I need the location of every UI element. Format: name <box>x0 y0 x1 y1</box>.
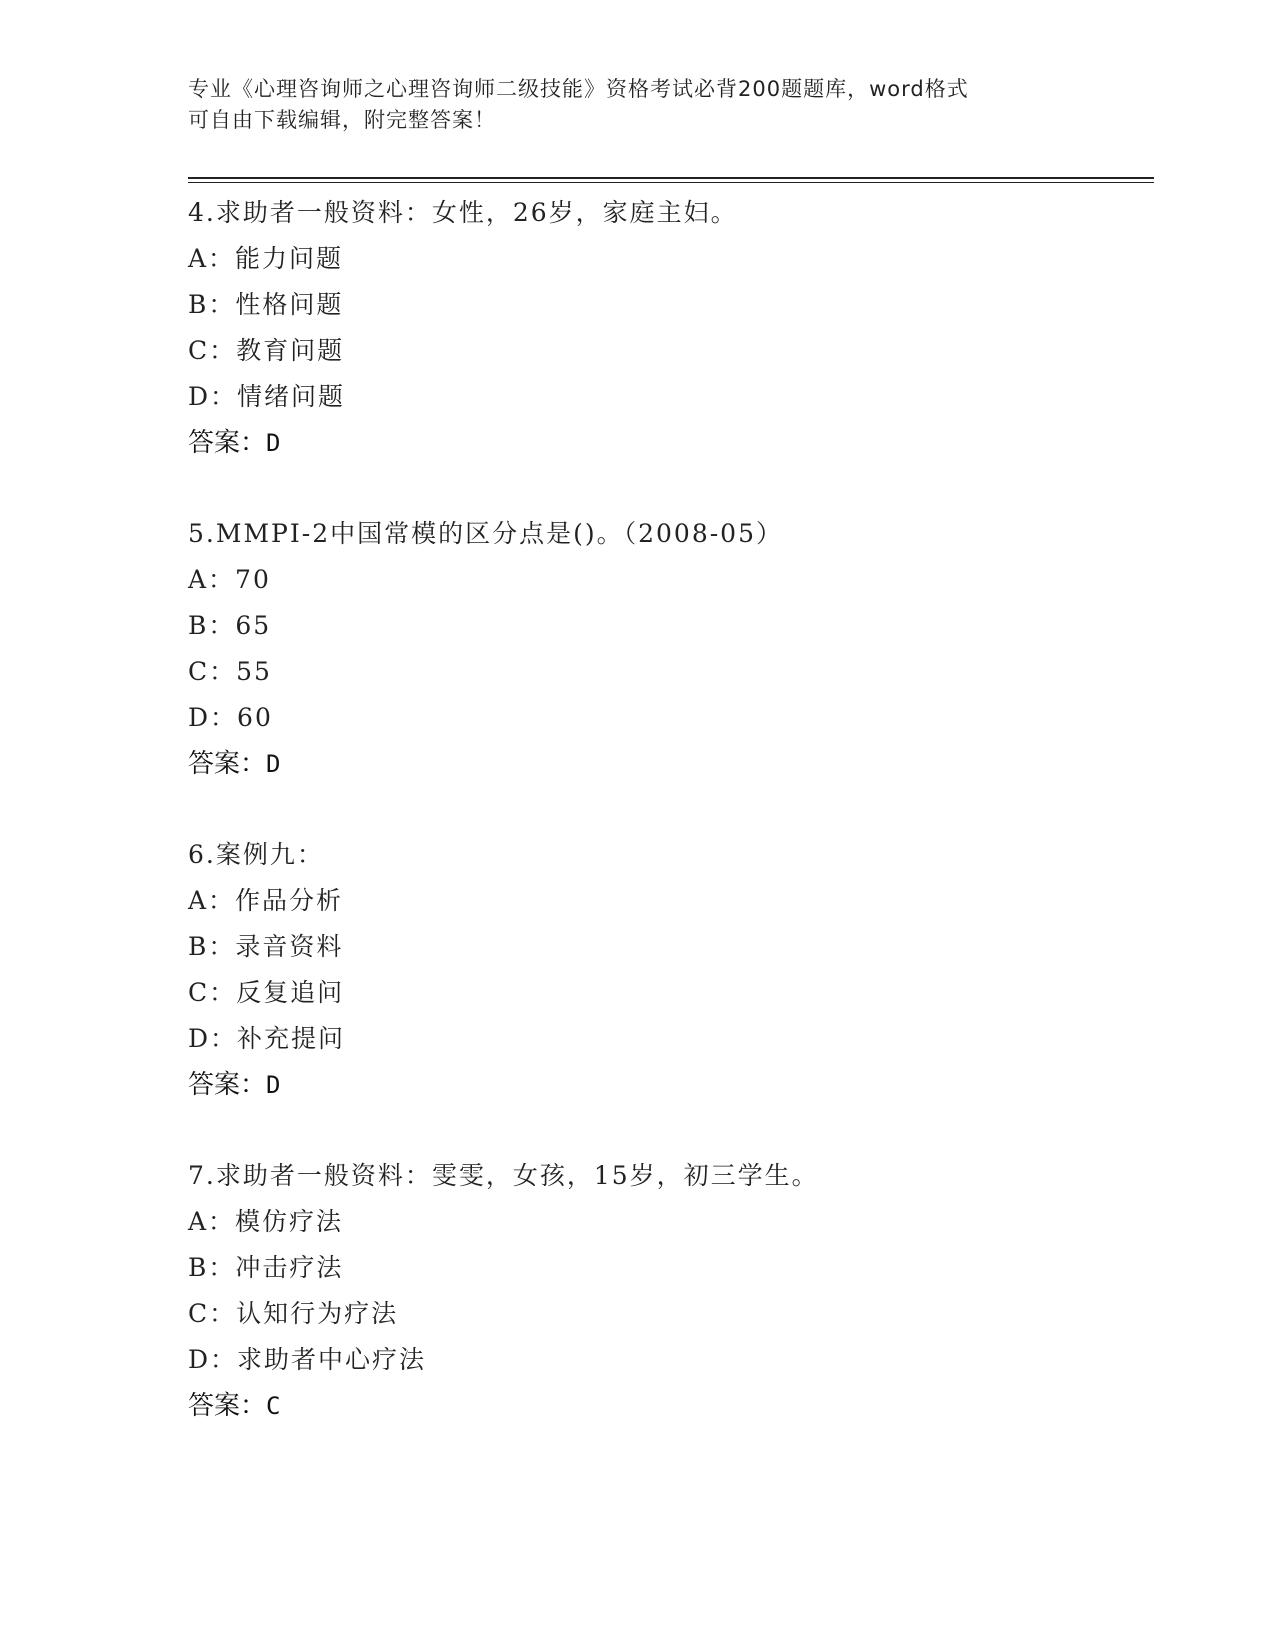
question-item <box>188 190 1154 466</box>
option-c: C：反复追问 <box>188 978 345 1007</box>
option-c: C：教育问题 <box>188 336 345 365</box>
option-c: C：55 <box>188 657 272 686</box>
header-divider-thin <box>188 182 1154 183</box>
question-spacer <box>188 466 1154 511</box>
answer-value: D <box>266 1071 281 1099</box>
answer-line <box>188 741 1154 787</box>
option-b: B：冲击疗法 <box>188 1253 344 1282</box>
question-stem: 4.求助者一般资料：女性，26岁，家庭主妇。 <box>188 198 738 227</box>
question-item <box>188 1153 1154 1429</box>
answer-label: 答案： <box>188 1391 267 1421</box>
option-d: D：补充提问 <box>188 1024 346 1053</box>
option-d: D：60 <box>188 703 273 732</box>
answer-label: 答案： <box>188 428 267 458</box>
question-item <box>188 511 1154 787</box>
question-spacer <box>188 787 1154 832</box>
option-b: B：性格问题 <box>188 290 344 319</box>
answer-label: 答案： <box>188 749 267 779</box>
answer-line <box>188 1062 1154 1108</box>
question-stem: 6.案例九： <box>188 840 324 869</box>
answer-value: D <box>266 429 281 457</box>
option-a: A：模仿疗法 <box>188 1207 344 1236</box>
option-b: B：录音资料 <box>188 932 344 961</box>
option-c: C：认知行为疗法 <box>188 1299 399 1328</box>
document-header <box>188 74 1088 136</box>
question-spacer <box>188 1108 1154 1153</box>
option-a: A：70 <box>188 565 271 594</box>
option-b: B：65 <box>188 611 272 640</box>
option-a: A：能力问题 <box>188 244 344 273</box>
answer-value: D <box>266 750 281 778</box>
header-title-line-2: 可自由下载编辑，附完整答案！ <box>188 108 496 132</box>
answer-line <box>188 420 1154 466</box>
header-divider-thick <box>188 177 1154 179</box>
answer-line <box>188 1383 1154 1429</box>
option-d: D：求助者中心疗法 <box>188 1345 427 1374</box>
option-d: D：情绪问题 <box>188 382 346 411</box>
question-stem: 7.求助者一般资料：雯雯，女孩，15岁，初三学生。 <box>188 1161 819 1190</box>
header-title-line-1: 专业《心理咨询师之心理咨询师二级技能》资格考试必背200题题库，word格式 <box>188 77 969 101</box>
answer-value: C <box>266 1392 281 1420</box>
question-list <box>188 190 1154 1429</box>
option-a: A：作品分析 <box>188 886 344 915</box>
answer-label: 答案： <box>188 1070 267 1100</box>
question-stem: 5.MMPI-2中国常模的区分点是()。（2008-05） <box>188 519 783 548</box>
question-item <box>188 832 1154 1108</box>
